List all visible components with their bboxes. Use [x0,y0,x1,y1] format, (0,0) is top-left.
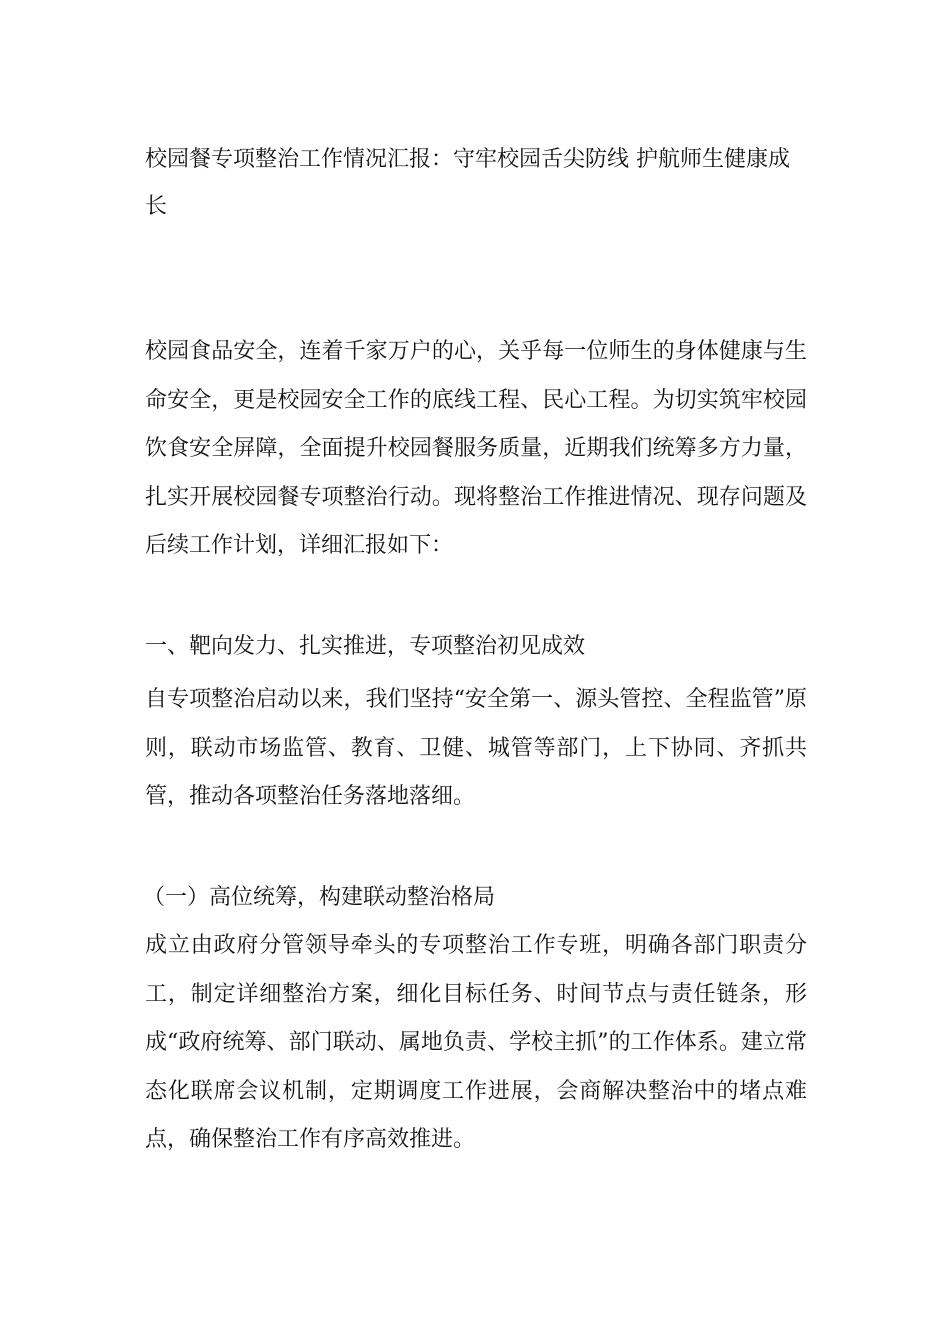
subsection-paragraph: 成立由政府分管领导牵头的专项整治工作专班，明确各部门职责分工，制定详细整治方案，细化目标任务、时间节点与责任链条，形成“政府统筹、部门联动、属地负责、学校主抓”的工作体系。建立常态化联席会议机制，定期调度工作进展，会商解决整治中的堵点难点，确保整治工作有序高效推进。 [145,933,807,1152]
section-heading: 一、靶向发力、扎实推进，专项整治初见成效 [145,634,586,659]
section-paragraph: 自专项整治启动以来，我们坚持“安全第一、源头管控、全程监管”原则，联动市场监管、教育、卫健、城管等部门，上下协同、齐抓共管，推动各项整治任务落地落细。 [145,687,807,809]
subsection-heading: （一）高位统筹，构建联动整治格局 [143,885,496,910]
intro-paragraph: 校园食品安全，连着千家万户的心，关乎每一位师生的身体健康与生命安全，更是校园安全工作的底线工程、民心工程。为切实筑牢校园饮食安全屏障，全面提升校园餐服务质量，近期我们统筹多方力量，扎实开展校园餐专项整治行动。现将整治工作推进情况、现存问题及后续工作计划，详细汇报如下： [145,339,807,558]
document-title: 校园餐专项整治工作情况汇报：守牢校园舌尖防线 护航师生健康成长 [145,147,790,219]
